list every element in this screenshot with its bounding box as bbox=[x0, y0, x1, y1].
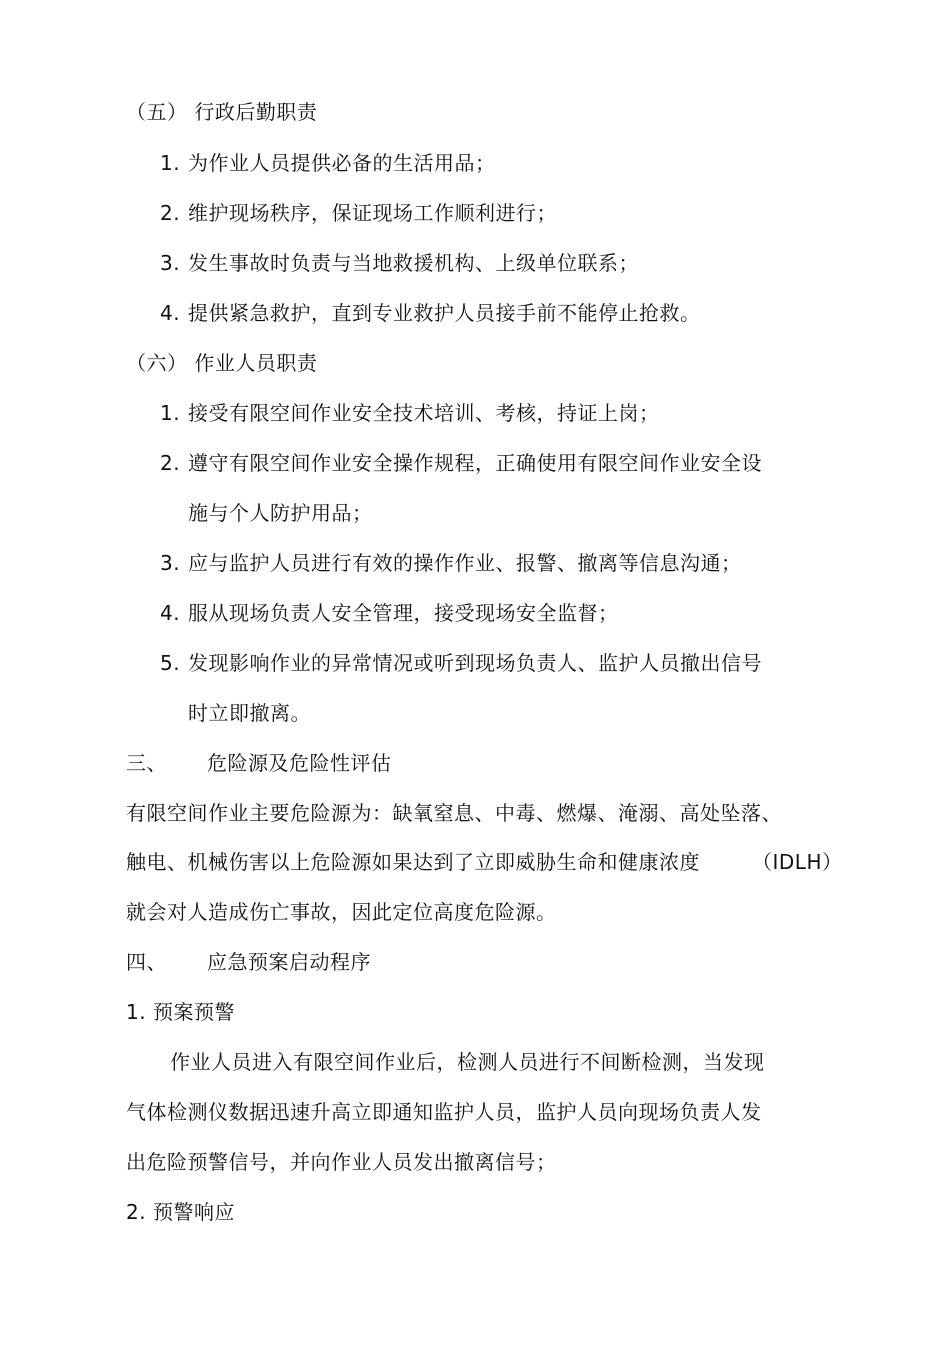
paragraph-line: 有限空间作业主要危险源为：缺氧窒息、中毒、燃爆、淹溺、高处坠落、 bbox=[126, 801, 782, 825]
item-number: 4. bbox=[160, 601, 181, 625]
paragraph-line: 作业人员进入有限空间作业后，检测人员进行不间断检测，当发现 bbox=[170, 1050, 765, 1074]
item-text: 应与监护人员进行有效的操作作业、报警、撤离等信息沟通； bbox=[188, 551, 742, 575]
section-6-item-1 bbox=[160, 400, 660, 426]
section-6-heading: （六） 作业人员职责 bbox=[126, 351, 318, 375]
item-number: 1. bbox=[160, 151, 181, 175]
item-number: 2. bbox=[160, 201, 181, 225]
section-6-item-5-continued: 时立即撤离。 bbox=[188, 701, 311, 725]
section-5-item-1 bbox=[160, 150, 496, 176]
item-text: 发现影响作业的异常情况或听到现场负责人、监护人员撤出信号 bbox=[188, 651, 762, 675]
item-number: 3. bbox=[160, 551, 181, 575]
section-title: 应急预案启动程序 bbox=[207, 950, 371, 974]
section-title: 危险源及危险性评估 bbox=[207, 751, 392, 775]
section-6-item-2-continued: 施与个人防护用品； bbox=[188, 501, 373, 525]
paragraph-line: 出危险预警信号，并向作业人员发出撤离信号； bbox=[126, 1150, 557, 1174]
item-text: 接受有限空间作业安全技术培训、考核，持证上岗； bbox=[188, 401, 660, 425]
section-5-item-2 bbox=[160, 200, 557, 226]
section-6-item-2 bbox=[160, 450, 762, 476]
item-number: 2. bbox=[160, 451, 181, 475]
subsection-2-heading: 2. 预警响应 bbox=[126, 1200, 235, 1224]
section-6-item-3 bbox=[160, 550, 742, 576]
section-number: 三、 bbox=[126, 751, 167, 775]
section-number: 四、 bbox=[126, 950, 167, 974]
item-number: 3. bbox=[160, 251, 181, 275]
item-text: 服从现场负责人安全管理，接受现场安全监督； bbox=[188, 601, 619, 625]
item-number: 1. bbox=[160, 401, 181, 425]
section-3-heading bbox=[126, 750, 392, 776]
paragraph-line: 气体检测仪数据迅速升高立即通知监护人员，监护人员向现场负责人发 bbox=[126, 1100, 762, 1124]
item-text: 发生事故时负责与当地救援机构、上级单位联系； bbox=[188, 251, 639, 275]
item-number: 5. bbox=[160, 651, 181, 675]
item-text: 提供紧急救护，直到专业救护人员接手前不能停止抢救。 bbox=[188, 301, 701, 325]
paragraph-line: 就会对人造成伤亡事故，因此定位高度危险源。 bbox=[126, 900, 557, 924]
idlh-label: （IDLH） bbox=[752, 850, 843, 874]
section-5-item-3 bbox=[160, 250, 639, 276]
item-number: 4. bbox=[160, 301, 181, 325]
item-text: 遵守有限空间作业安全操作规程，正确使用有限空间作业安全设 bbox=[188, 451, 762, 475]
subsection-1-heading: 1. 预案预警 bbox=[126, 1000, 235, 1024]
section-5-heading: （五） 行政后勤职责 bbox=[126, 100, 318, 124]
section-6-item-4 bbox=[160, 600, 619, 626]
item-text: 为作业人员提供必备的生活用品； bbox=[188, 151, 496, 175]
section-6-item-5 bbox=[160, 650, 762, 676]
section-5-item-4 bbox=[160, 300, 701, 326]
paragraph-line: 触电、机械伤害以上危险源如果达到了立即威胁生命和健康浓度 bbox=[126, 850, 700, 874]
section-4-heading bbox=[126, 949, 371, 975]
item-text: 维护现场秩序，保证现场工作顺利进行； bbox=[188, 201, 557, 225]
